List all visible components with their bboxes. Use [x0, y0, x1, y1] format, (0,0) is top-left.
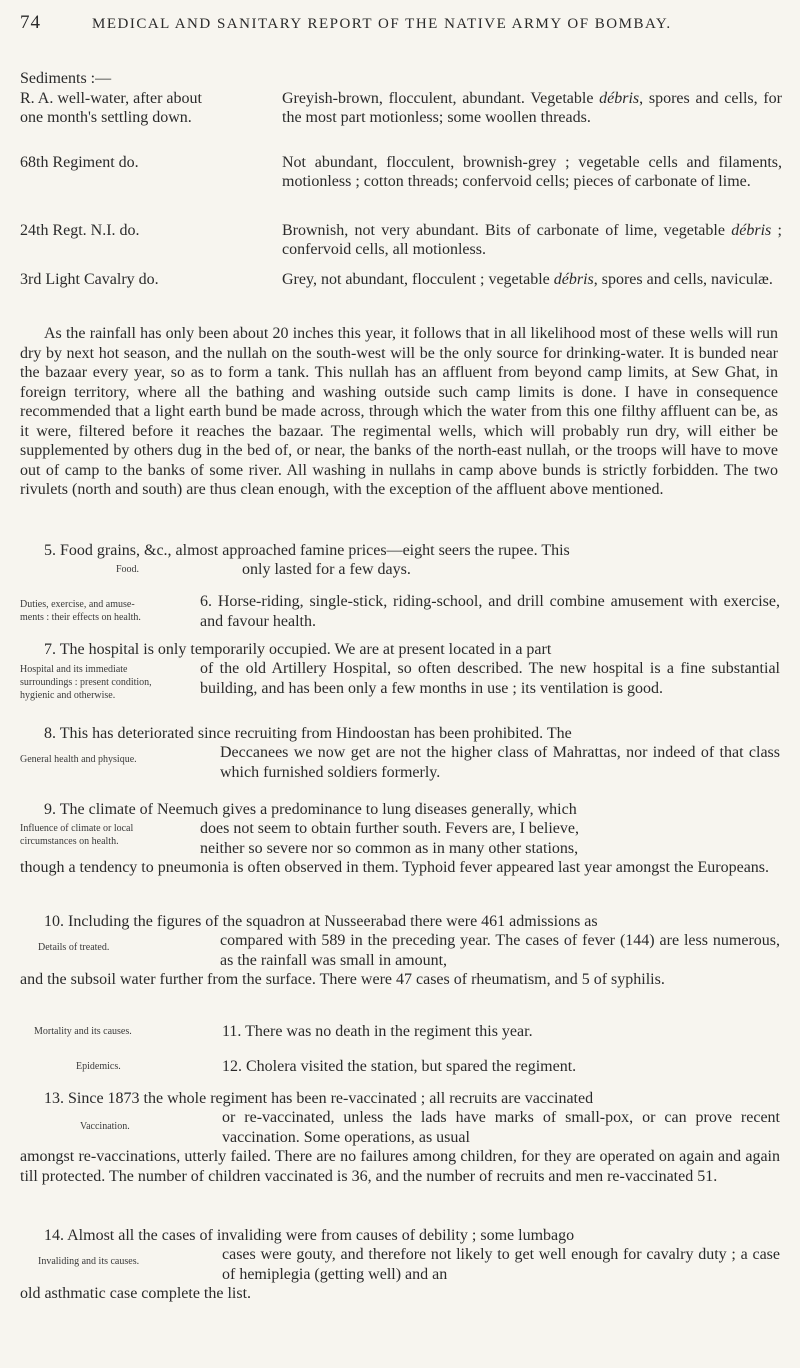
section-14-lead: 14. Almost all the cases of invaliding were from causes of debility ; some lumbago [44, 1227, 575, 1244]
rainfall-paragraph: As the rainfall has only been about 20 inches this year, it follows that in all likelihood most of these wells will run dry by next hot season, and the nullah on the south-west will be the only source for drinking-water. It is bunded near the bazaar every year, so as to form a tank. This nullah has an affluent from beyond camp limits, at Sew Ghat, in foreign territory, where all the bathing and washing outside such camp limits is done. I have in consequence recommended that a light earth bund be made across, through which the water from this one filthy affluent can be, as it were, filtered before it reaches the bazaar. The regimental wells, which will probably run dry, will either be supplemented by others dug in the bed of, or near, the banks of the north-east nullah, or the troops will have to move out of camp to the banks of some river. All washing in nullahs in camp above bunds is strictly forbidden. The two rivulets (north and south) are thus clean enough, with the exception of the affluent above mentioned. [20, 325, 778, 498]
section-9-lead: 9. The climate of Neemuch gives a predominance to lung diseases generally, which [44, 801, 577, 818]
sediment-description: Not abundant, flocculent, brownish-grey ; vegetable cells and filaments, motionless ; cotton threads; confervoid cells; pieces of carbonate of lime. [282, 154, 782, 190]
section-10-sidenote: Details of treated. [38, 942, 110, 953]
running-title: MEDICAL AND SANITARY REPORT OF THE NATIVE ARMY OF BOMBAY. [92, 16, 672, 32]
section-14-sidenote: Invaliding and its causes. [38, 1256, 140, 1267]
section-11-body: 11. There was no death in the regiment this year. [222, 1023, 533, 1040]
section-9-tail: though a tendency to pneumonia is often observed in them. Typhoid fever appeared last year amongst the Europeans. [20, 859, 770, 876]
section-13-tail: amongst re-vaccinations, utterly failed. There are no failures among children, for they are operated on again and again till protected. The number of children vaccinated is 36, and the number of recruits and men re-vaccinated 51. [20, 1148, 780, 1185]
sediment-location: 24th Regt. N.I. do. [20, 222, 140, 239]
page-header [20, 12, 780, 36]
section-13-lead: 13. Since 1873 the whole regiment has been re-vaccinated ; all recruits are vaccinated [44, 1090, 594, 1107]
section-10-lead: 10. Including the figures of the squadron at Nusseerabad there were 461 admissions as [44, 913, 598, 930]
section-8-lead: 8. This has deteriorated since recruiting from Hindoostan has been prohibited. The [44, 725, 572, 742]
section-9-sidenote: Influence of climate or local circumstances on health. [20, 823, 134, 847]
section-12-sidenote: Epidemics. [76, 1061, 121, 1072]
section-7-lead: 7. The hospital is only temporarily occupied. We are at present located in a part [44, 641, 552, 658]
sediment-location: 3rd Light Cavalry do. [20, 271, 159, 288]
sediment-row [20, 89, 780, 147]
section-14-body: cases were gouty, and therefore not likely to get well enough for cavalry duty ; a case of hemiplegia (getting well) and an [222, 1246, 780, 1283]
section-9-body: does not seem to obtain further south. Fevers are, I believe, neither so severe nor so common as in many other stations, [200, 820, 579, 857]
sediment-row [20, 153, 780, 211]
section-6-body: 6. Horse-riding, single-stick, riding-school, and drill combine amusement with exercise, and favour health. [200, 593, 780, 630]
section-13-body: or re-vaccinated, unless the lads have marks of small-pox, or can prove recent vaccination. Some operations, as usual [222, 1109, 780, 1146]
section-11-sidenote: Mortality and its causes. [34, 1026, 132, 1037]
section-12-body: 12. Cholera visited the station, but spared the regiment. [222, 1058, 577, 1075]
sediment-row [20, 270, 780, 310]
sediment-row [20, 221, 780, 261]
section-7-body: of the old Artillery Hospital, so often described. The new hospital is a fine substantial building, and has been only a few months in use ; its ventilation is good. [200, 660, 780, 697]
page-number: 74 [20, 12, 41, 33]
section-8-body: Deccanees we now get are not the higher class of Mahrattas, nor indeed of that class which furnished soldiers formerly. [220, 744, 780, 781]
sediment-description: Grey, not abundant, flocculent ; vegetable débris, spores and cells, naviculæ. [282, 271, 773, 288]
section-14-tail: old asthmatic case complete the list. [20, 1285, 252, 1302]
section-13-sidenote: Vaccination. [80, 1121, 130, 1132]
section-5-sidenote: Food. [116, 564, 140, 575]
section-5-body: only lasted for a few days. [242, 561, 411, 578]
section-6-sidenote: Duties, exercise, and amuse- ments : their effects on health. [20, 599, 141, 623]
sediment-description: Brownish, not very abundant. Bits of carbonate of lime, vegetable débris ; confervoid cells, all motionless. [282, 222, 782, 258]
sediments-heading: Sediments :— [20, 70, 112, 87]
section-5-lead: 5. Food grains, &c., almost approached famine prices—eight seers the rupee. This [44, 542, 570, 559]
section-10-tail: and the subsoil water further from the surface. There were 47 cases of rheumatism, and 5 of syphilis. [20, 971, 665, 988]
sediment-location: 68th Regiment do. [20, 154, 139, 171]
section-7-sidenote: Hospital and its immediate surroundings : present condition, hygienic and otherwise. [20, 664, 152, 701]
section-8-sidenote: General health and physique. [20, 754, 137, 765]
section-10-body: compared with 589 in the preceding year. The cases of fever (144) are less numerous, as the rainfall was small in amount, [220, 932, 780, 969]
sediment-location: R. A. well-water, after about one month's settling down. [20, 90, 202, 126]
sediment-description: Greyish-brown, flocculent, abundant. Vegetable débris, spores and cells, for the most part motionless; some woollen threads. [282, 90, 782, 126]
